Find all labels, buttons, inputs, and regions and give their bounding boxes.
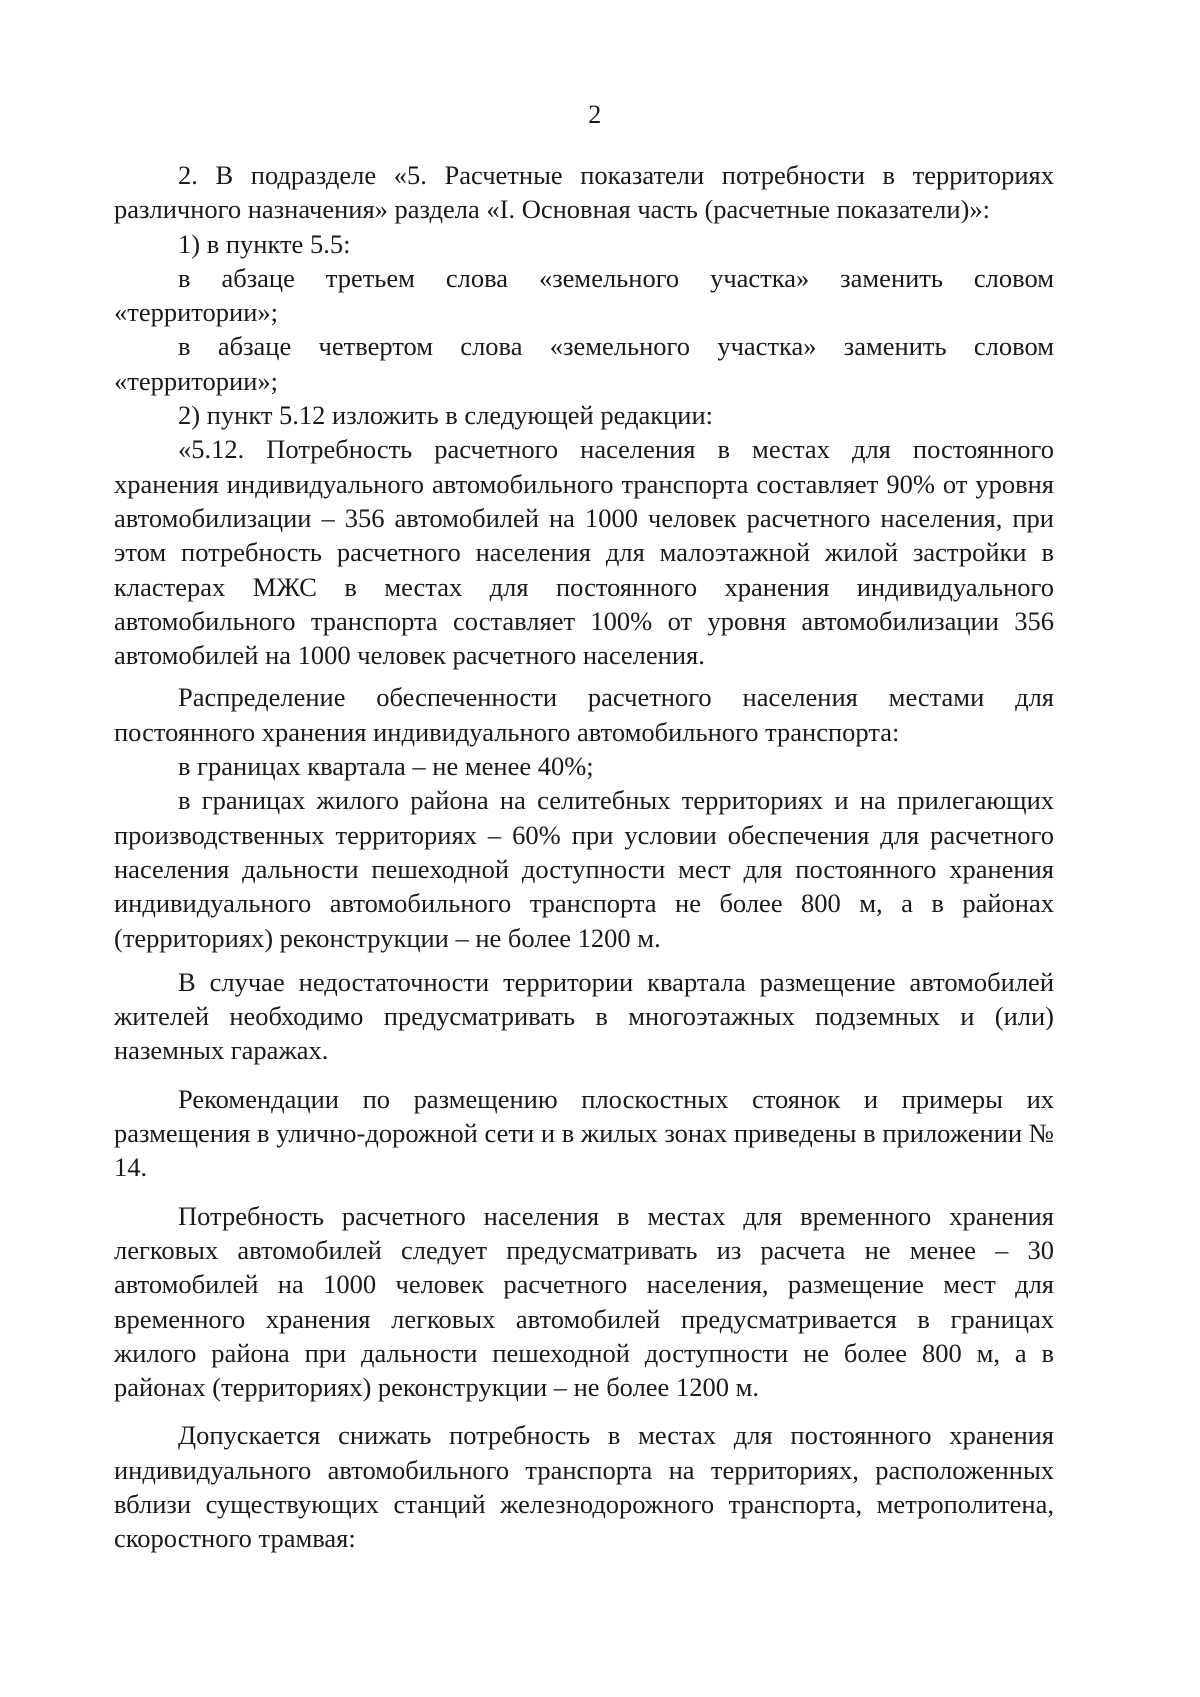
page-number: 2 (588, 100, 602, 129)
paragraph-abzac-third: в абзаце третьем слова «земельного участка» заменить словом «территории»; (114, 262, 1054, 328)
document-body (114, 158, 1054, 1556)
paragraph-5-12-text: «5.12. Потребность расчетного населения в местах для постоянного хранения индивидуального автомобильного транспорта составляет 90% от уровня автомобилизации – 356 автомобилей на 1000 человек расчетного населения, при этом потребность расчетного населения для малоэтажной жилой застройки в кластерах МЖС в местах для постоянного хранения индивидуального автомобильного транспорта составляет 100% от уровня автомобилизации 356 автомобилей на 1000 человек расчетного населения. (114, 434, 1054, 671)
paragraph-reduction-allowed: Допускается снижать потребность в местах для постоянного хранения индивидуального автомобильного транспорта на территориях, расположенных вблизи существующих станций железнодорожного транспорта, метрополитена, скоростного трамвая: (114, 1420, 1054, 1554)
paragraph-item-5-5: 1) в пункте 5.5: (178, 228, 351, 259)
paragraph-abzac-fourth: в абзаце четвертом слова «земельного участка» заменить словом «территории»; (114, 331, 1054, 396)
paragraph-temporary-storage: Потребность расчетного населения в местах для временного хранения легковых автомобилей следует предусматривать из расчета не менее – 30 автомобилей на 1000 человек расчетного населения, размещение мест для временного хранения легковых автомобилей предусматривается в границах жилого района при дальности пешеходной доступности не более 800 м, а в районах (территориях) реконструкции – не более 1200 м. (114, 1200, 1054, 1403)
paragraph-recommendations: Рекомендации по размещению плоскостных стоянок и примеры их размещения в улично-дорожной сети и в жилых зонах приведены в приложении № 14. (114, 1083, 1054, 1183)
paragraph-quarter-limit: в границах квартала – не менее 40%; (178, 751, 594, 782)
paragraph-insufficient-territory: В случае недостаточности территории квартала размещение автомобилей жителей необходимо предусматривать в многоэтажных подземных и (или) наземных гаражах. (114, 966, 1054, 1066)
paragraph-distribution: Распределение обеспеченности расчетного населения местами для постоянного хранения индивидуального автомобильного транспорта: (114, 682, 1054, 747)
paragraph-residential-district: в границах жилого района на селитебных территориях и на прилегающих производственных территориях – 60% при условии обеспечения для расчетного населения дальности пешеходной доступности мест для постоянного хранения индивидуального автомобильного транспорта не более 800 м, а в районах (территориях) реконструкции – не более 1200 м. (114, 785, 1054, 953)
paragraph-item-5-12: 2) пункт 5.12 изложить в следующей редакции: (178, 400, 714, 431)
paragraph-subsection-intro: 2. В подразделе «5. Расчетные показатели потребности в территориях различного назначения» раздела «I. Основная часть (расчетные показатели)»: (114, 160, 1054, 225)
